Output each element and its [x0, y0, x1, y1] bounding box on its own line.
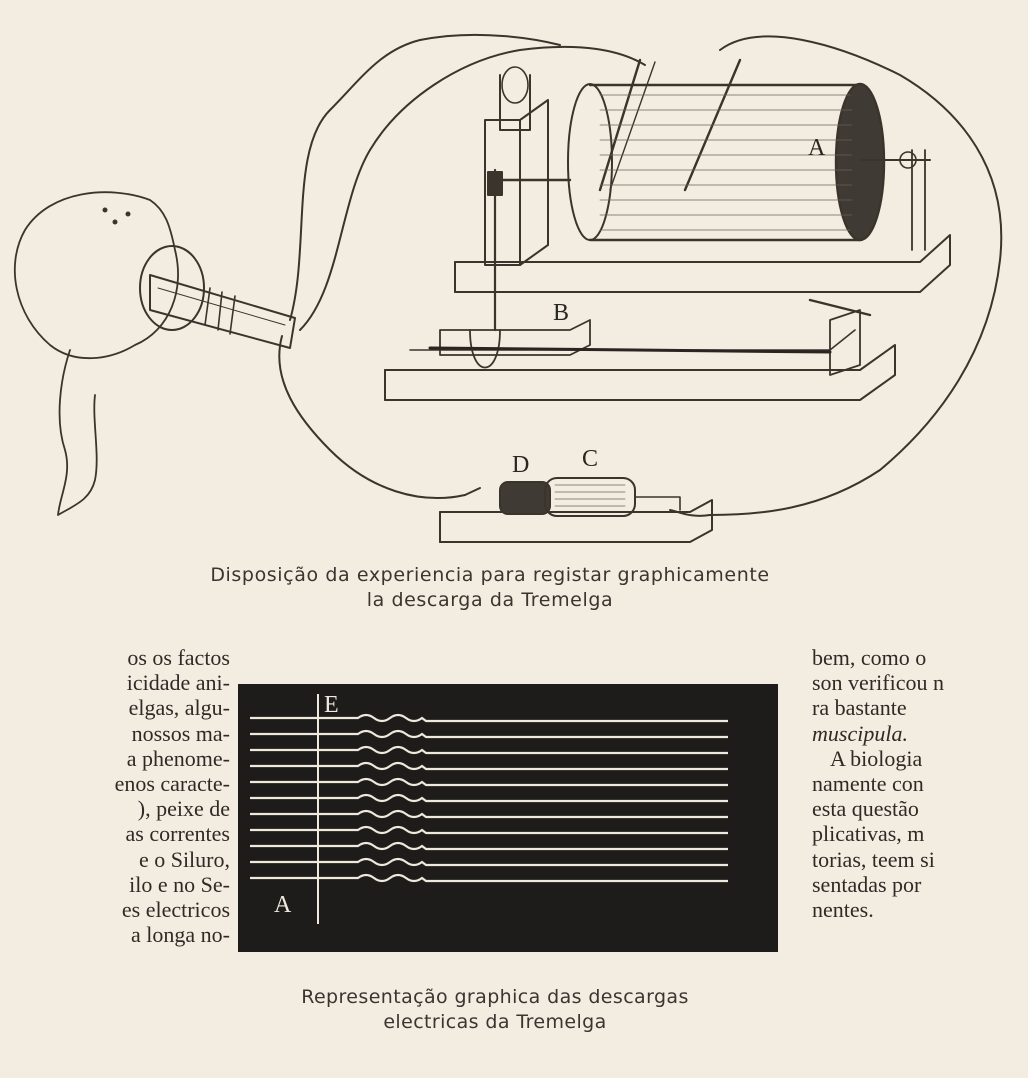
text-line: ra bastante [812, 695, 907, 721]
left-text-column [0, 645, 230, 947]
text-line: icidade ani- [126, 670, 230, 696]
text-line: a phenome- [126, 745, 230, 771]
text-line: sentadas por [812, 871, 922, 897]
text-line: ), peixe de [137, 796, 230, 822]
text-line: elgas, algu- [128, 695, 230, 721]
text-line: os os factos [127, 645, 230, 670]
text-line: as correntes [125, 821, 230, 847]
text-line: torias, teem si [812, 846, 935, 872]
text-line: A biologia [830, 745, 923, 771]
lower-platform [385, 300, 895, 400]
label-e: E [324, 692, 339, 718]
text-line: a longa no- [131, 922, 230, 948]
label-a-plate: A [274, 892, 292, 918]
drum-cylinder [568, 84, 930, 250]
text-line: esta questão [812, 796, 919, 822]
electrical-wires [279, 35, 1001, 516]
top-figure-caption [60, 563, 920, 613]
text-line: es electricos [121, 897, 230, 923]
text-line: namente con [812, 771, 924, 797]
text-line: nentes. [812, 897, 874, 923]
text-line: ilo e no Se- [129, 871, 230, 897]
label-c: C [582, 446, 599, 472]
text-line: nossos ma- [131, 720, 230, 746]
caption-line: Representação graphica das descargas [301, 986, 689, 1008]
caption-line: electricas da Tremelga [383, 1011, 607, 1033]
text-line: son verificou n [812, 670, 944, 696]
bottom-figure-caption [215, 985, 775, 1035]
caption-line: la descarga da Tremelga [366, 589, 614, 611]
vertical-frame [485, 67, 570, 330]
text-line: muscipula. [812, 720, 908, 746]
torpedo-fish [15, 192, 295, 515]
upper-platform [455, 235, 950, 292]
text-line: bem, como o [812, 645, 927, 670]
text-line: enos caracte- [114, 771, 230, 797]
text-line: e o Siluro, [138, 846, 230, 872]
label-a: A [808, 135, 826, 161]
label-b: B [553, 300, 570, 326]
caption-line: Disposição da experiencia para registar graphicamente [210, 564, 770, 586]
discharge-record-plate [238, 684, 778, 952]
text-line: plicativas, m [812, 821, 925, 847]
right-text-column [812, 645, 1028, 922]
label-d: D [512, 452, 530, 478]
